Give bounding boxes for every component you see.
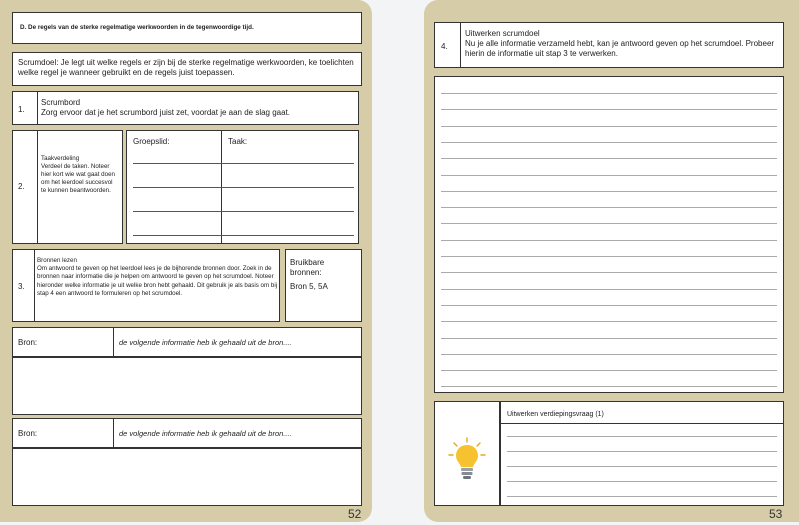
useful-sources-box (285, 249, 362, 322)
useful-sources-label: Bruikbare bronnen: (290, 258, 325, 278)
page-number: 52 (348, 507, 362, 521)
goal-box (12, 52, 362, 86)
writing-line[interactable] (441, 305, 777, 306)
divider (501, 423, 783, 424)
writing-line[interactable] (441, 256, 777, 257)
bron-header-1 (12, 327, 362, 357)
divider (34, 250, 35, 321)
left-page (0, 0, 372, 522)
step-2-text: Verdeel de taken. Noteer hier kort wie wat gaat doen om het leerdoel succesvol te kunnen beantwoorden. (41, 163, 115, 195)
step-2-box (12, 130, 123, 244)
divider (37, 131, 38, 243)
writing-line[interactable] (507, 496, 777, 497)
writing-line[interactable] (441, 289, 777, 290)
writing-line[interactable] (441, 158, 777, 159)
divider (460, 23, 461, 67)
page-number: 53 (769, 507, 783, 521)
bron-prompt: de volgende informatie heb ik gehaald uit de bron.... (119, 338, 292, 347)
writing-line[interactable] (507, 451, 777, 452)
step-1-title: Scrumbord (41, 98, 81, 107)
section-header-box (12, 12, 362, 44)
writing-line[interactable] (441, 175, 777, 176)
step-2-number: 2. (18, 182, 25, 191)
bron-prompt: de volgende informatie heb ik gehaald uit de bron.... (119, 429, 292, 438)
divider (37, 92, 38, 124)
bron-answer-area-1[interactable] (12, 357, 362, 415)
bron-answer-area-2[interactable] (12, 448, 362, 506)
step-4-title: Uitwerken scrumdoel (465, 29, 540, 38)
writing-line[interactable] (441, 223, 777, 224)
writing-line[interactable] (441, 370, 777, 371)
task-table (126, 130, 359, 244)
writing-line[interactable] (441, 126, 777, 127)
writing-line[interactable] (441, 93, 777, 94)
lightbulb-icon (447, 437, 487, 481)
writing-line[interactable] (507, 481, 777, 482)
step-3-title: Bronnen lezen (37, 257, 77, 264)
writing-line[interactable] (441, 338, 777, 339)
writing-line[interactable] (441, 207, 777, 208)
bron-label: Bron: (18, 429, 38, 438)
step-2-title: Taakverdeling (41, 155, 80, 162)
section-header: D. De regels van de sterke regelmatige werkwoorden in de tegenwoordige tijd. (20, 24, 254, 31)
step-4-number: 4. (441, 42, 448, 51)
task-table-col-task: Taak: (228, 137, 248, 146)
bron-header-2 (12, 418, 362, 448)
goal-text: Scrumdoel: Je legt uit welke regels er zijn bij de sterke regelmatige werkwoorden, ke toelichten welke regel je wanneer gebruikt en de regels juist toepassen. (18, 58, 354, 78)
step-4-text: Nu je alle informatie verzameld hebt, kan je antwoord geven op het scrumdoel. Probeer hierin de informatie uit stap 3 te verwerken. (465, 39, 775, 59)
writing-line[interactable] (441, 386, 777, 387)
deepening-icon-box (434, 401, 500, 506)
step-3-box (12, 249, 280, 322)
writing-line[interactable] (441, 272, 777, 273)
step-3-number: 3. (18, 282, 25, 291)
deepening-question-title: Uitwerken verdiepingsvraag (1) (507, 411, 604, 418)
bron-label: Bron: (18, 338, 38, 347)
divider (113, 328, 114, 356)
writing-line[interactable] (133, 235, 354, 236)
writing-line[interactable] (133, 163, 354, 164)
writing-line[interactable] (441, 191, 777, 192)
deepening-question-box[interactable] (500, 401, 784, 506)
writing-line[interactable] (441, 354, 777, 355)
writing-line[interactable] (507, 466, 777, 467)
step-1-text: Zorg ervoor dat je het scrumbord juist zet, voordat je aan de slag gaat. (41, 108, 291, 117)
writing-line[interactable] (133, 211, 354, 212)
step-1-box (12, 91, 359, 125)
divider (113, 419, 114, 447)
useful-sources-value: Bron 5, 5A (290, 282, 328, 291)
writing-line[interactable] (441, 321, 777, 322)
writing-line[interactable] (441, 142, 777, 143)
step-4-answer-area[interactable] (434, 76, 784, 393)
task-table-col-member: Groepslid: (133, 137, 170, 146)
writing-line[interactable] (441, 240, 777, 241)
writing-line[interactable] (133, 187, 354, 188)
writing-line[interactable] (441, 109, 777, 110)
step-4-box (434, 22, 784, 68)
right-page (424, 0, 799, 522)
writing-line[interactable] (507, 436, 777, 437)
step-3-text: Om antwoord te geven op het leerdoel lees je de bijhorende bronnen door. Zoek in de bronnen naar informatie die je helpen om antwoord te geven op het scrumdoel. Noteer hieronder welke informatie je uit welke bron hebt gehaald. Dit gebruik je als basis om bij stap 4 een antwoord te formuleren op het scrumdoel. (37, 265, 278, 298)
step-1-number: 1. (18, 105, 25, 114)
